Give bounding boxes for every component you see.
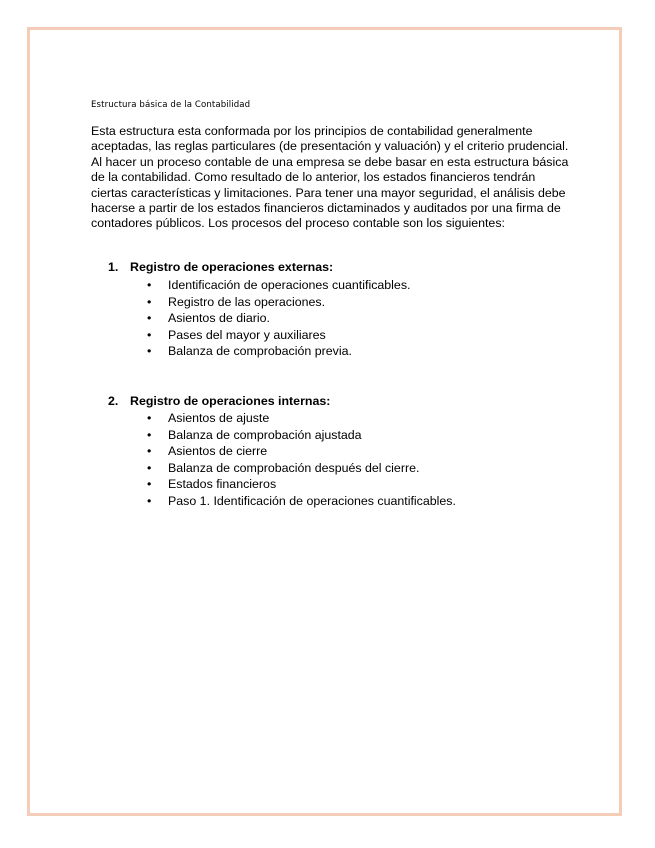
external-operations-list <box>147 277 410 360</box>
bullet-icon: • <box>147 460 152 475</box>
list-item-text: Balanza de comprobación después del cierre. <box>168 460 420 475</box>
bullet-icon: • <box>147 278 152 292</box>
list-item-text: Balanza de comprobación previa. <box>168 344 352 359</box>
list-item-text: Asientos de ajuste <box>168 411 270 425</box>
list-item <box>147 460 456 477</box>
list-item <box>147 294 410 311</box>
bullet-icon: • <box>147 311 152 326</box>
list-item <box>147 277 410 294</box>
bullet-icon: • <box>147 444 152 459</box>
bullet-icon: • <box>147 327 152 342</box>
list-item-text: Pases del mayor y auxiliares <box>168 327 326 342</box>
list-item-text: Registro de las operaciones. <box>168 294 326 309</box>
bullet-icon: • <box>147 477 152 492</box>
list-item-text: Paso 1. Identificación de operaciones cuantificables. <box>168 493 456 508</box>
section-number: 1. <box>108 260 119 274</box>
bullet-icon: • <box>147 294 152 309</box>
list-item <box>147 427 456 444</box>
list-item <box>147 327 410 344</box>
list-item-text: Asientos de cierre <box>168 444 268 459</box>
list-item <box>147 343 410 360</box>
list-item <box>147 476 456 493</box>
intro-paragraph: Esta estructura esta conformada por los principios de contabilidad generalmente aceptadas, las reglas particulares (de presentación y valuación) y el criterio prudencial. Al hacer un proceso contable de una empresa se debe basar en esta estructura básica de la contabilidad. Como resultado de lo anterior, los estados financieros tendrán ciertas características y limitaciones. Para tener una mayor seguridad, el análisis debe hacerse a partir de los estados financieros dictaminados y auditados por una firma de contadores públicos. Los procesos del proceso contable son los siguientes: <box>91 124 569 231</box>
list-item <box>147 443 456 460</box>
bullet-icon: • <box>147 344 152 359</box>
list-item-text: Asientos de diario. <box>168 311 270 326</box>
section-title-text: Registro de operaciones externas: <box>130 260 334 274</box>
section-number: 2. <box>108 394 119 408</box>
internal-operations-list <box>147 410 456 510</box>
list-item <box>147 310 410 327</box>
document-heading: Estructura básica de la Contabilidad <box>91 100 251 110</box>
list-item-text: Estados financieros <box>168 477 277 492</box>
list-item <box>147 410 456 427</box>
list-item-text: Balanza de comprobación ajustada <box>168 427 362 442</box>
list-item <box>147 493 456 510</box>
section-title-text: Registro de operaciones internas: <box>130 394 331 408</box>
section-title-external <box>108 260 333 274</box>
bullet-icon: • <box>147 427 152 442</box>
section-title-internal <box>108 394 330 408</box>
list-item-text: Identificación de operaciones cuantificables. <box>168 278 411 292</box>
bullet-icon: • <box>147 493 152 508</box>
bullet-icon: • <box>147 411 152 425</box>
